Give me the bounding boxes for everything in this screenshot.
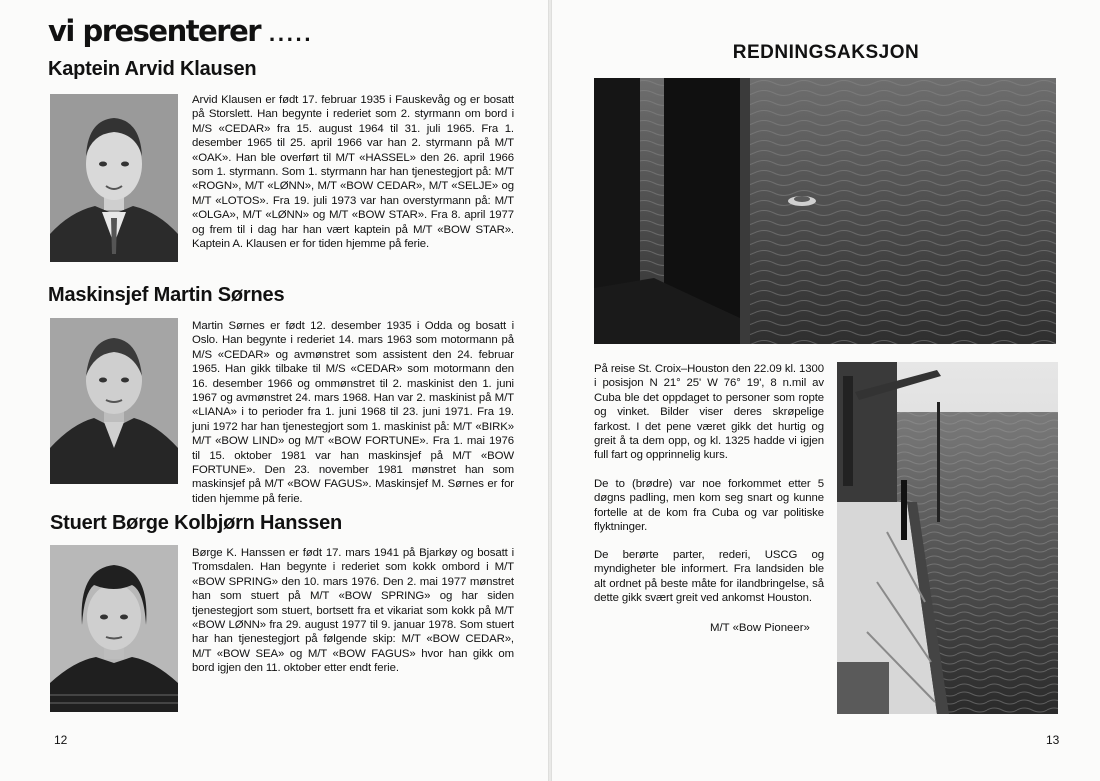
header-title-text: vi presenterer	[48, 14, 261, 48]
bio-klausen: Arvid Klausen er født 17. februar 1935 i Fauskevåg og er bosatt på Storslett. Han begynte i rederiet som 2. styrmann om bord i M/S «CEDAR» fra 15. august 1964 til 31. juli 1965. Fra 1. desember 1965 til 25. april 1966 var han 2. styrmann på M/T «OAK». Han ble overført til M/T «HASSEL» den 26. april 1966 som 1. styrmann. Som 1. styrmann har han tjenestegjort på: M/T «ROGN», M/T «LØNN», M/T «BOW CEDAR», M/T «SELJE» og M/T «LOTOS». Fra 19. juli 1973 var han overstyrmann på: M/T «OLGA», M/T «LØNN» og M/T «BOW STAR». Fra 8. april 1977 og frem til i dag har han vært kaptein på M/T «BOW STAR». Kaptein A. Klausen er for tiden hjemme på ferie.	[192, 94, 514, 251]
rescue-boat-photo	[594, 78, 1056, 344]
section-title: REDNINGSAKSJON	[732, 42, 920, 63]
person-name-sornes: Maskinsjef Martin Sørnes	[48, 284, 285, 306]
right-page	[552, 0, 1100, 781]
bio-sornes: Martin Sørnes er født 12. desember 1935 i Odda og bosatt i Oslo. Han begynte i rederiet 14. mars 1963 som motormann på M/S «CEDAR» og avmønstret som assistent den 24. februar 1965. Han gikk tilbake til M/S «CEDAR» som motormann den 16. desember 1966 og ommønstret til 2. maskinist den 1. juni 1967 og avmønstret 24. mars 1968. Han var 2. maskinist på M/T «LIANA» i to perioder fra 1. juni 1968 til 23. juni 1971. Fra 19. juni 1972 har han tjenestegjort som 1. maskinist på: M/T «BIRK» M/T «BOW LIND» og M/T «BOW FORTUNE». Fra 1. mai 1976 til 15. oktober 1981 var han maskinsjef på M/T «BOW FORTUNE». Den 23. november 1981 mønstret han som maskinsjef på M/T «BOW FAGUS». Maskinsjef M. Sørnes er for tiden hjemme på ferie.	[192, 320, 514, 505]
person-name-klausen: Kaptein Arvid Klausen	[48, 58, 257, 80]
portrait-klausen	[50, 94, 178, 262]
ship-deck-photo	[837, 362, 1058, 714]
portrait-hanssen	[50, 545, 178, 712]
portrait-sornes	[50, 318, 178, 484]
header-title	[48, 14, 313, 53]
article-paragraph-1: På reise St. Croix–Houston den 22.09 kl. 1300 i posisjon N 21° 25' W 76° 19', 8 n.mil av Cuba ble det oppdaget to personer som ropte og vinket. Bilder viser deres skrøpelige farkost. I det pene været gikk det hurtig og greit å ta dem opp, og kl. 1325 hadde vi igjen full fart og opprinnelig kurs.	[594, 363, 824, 462]
page-number-right: 13	[1046, 733, 1060, 747]
page-number-left: 12	[54, 733, 68, 747]
person-name-hanssen: Stuert Børge Kolbjørn Hanssen	[50, 512, 343, 534]
signature: M/T «Bow Pioneer»	[710, 622, 810, 634]
left-page	[0, 0, 548, 781]
article-paragraph-3: De berørte parter, rederi, USCG og myndigheter ble informert. Fra landsiden ble alt ordnet på beste måte for ilandbringelse, så dette gikk svært greit ved ankomst Houston.	[594, 549, 824, 605]
bio-hanssen: Børge K. Hanssen er født 17. mars 1941 på Bjarkøy og bosatt i Tromsdalen. Han begynte i rederiet som kokk ombord i M/T «BOW SPRING» den 10. mars 1976. Den 2. mai 1977 mønstret han som stuert på M/T «BOW SPRING» og har siden tjenestegjort som stuert, bortsett fra et vikariat som kokk på M/T «BOW LØNN» fra 29. august 1977 til 9. januar 1978. Som stuert har han tjenestegjort på følgende skip: M/T «BOW CEDAR», M/T «BOW SEA» og M/T «BOW FAGUS» hvor han gikk om bord igjen den 11. oktober etter endt ferie.	[192, 547, 514, 675]
article-paragraph-2: De to (brødre) var noe forkommet etter 5 døgns padling, men kom seg snart og kunne fortelle at de kom fra Cuba og var politiske flyktninger.	[594, 478, 824, 534]
header-dots: .....	[268, 25, 313, 46]
